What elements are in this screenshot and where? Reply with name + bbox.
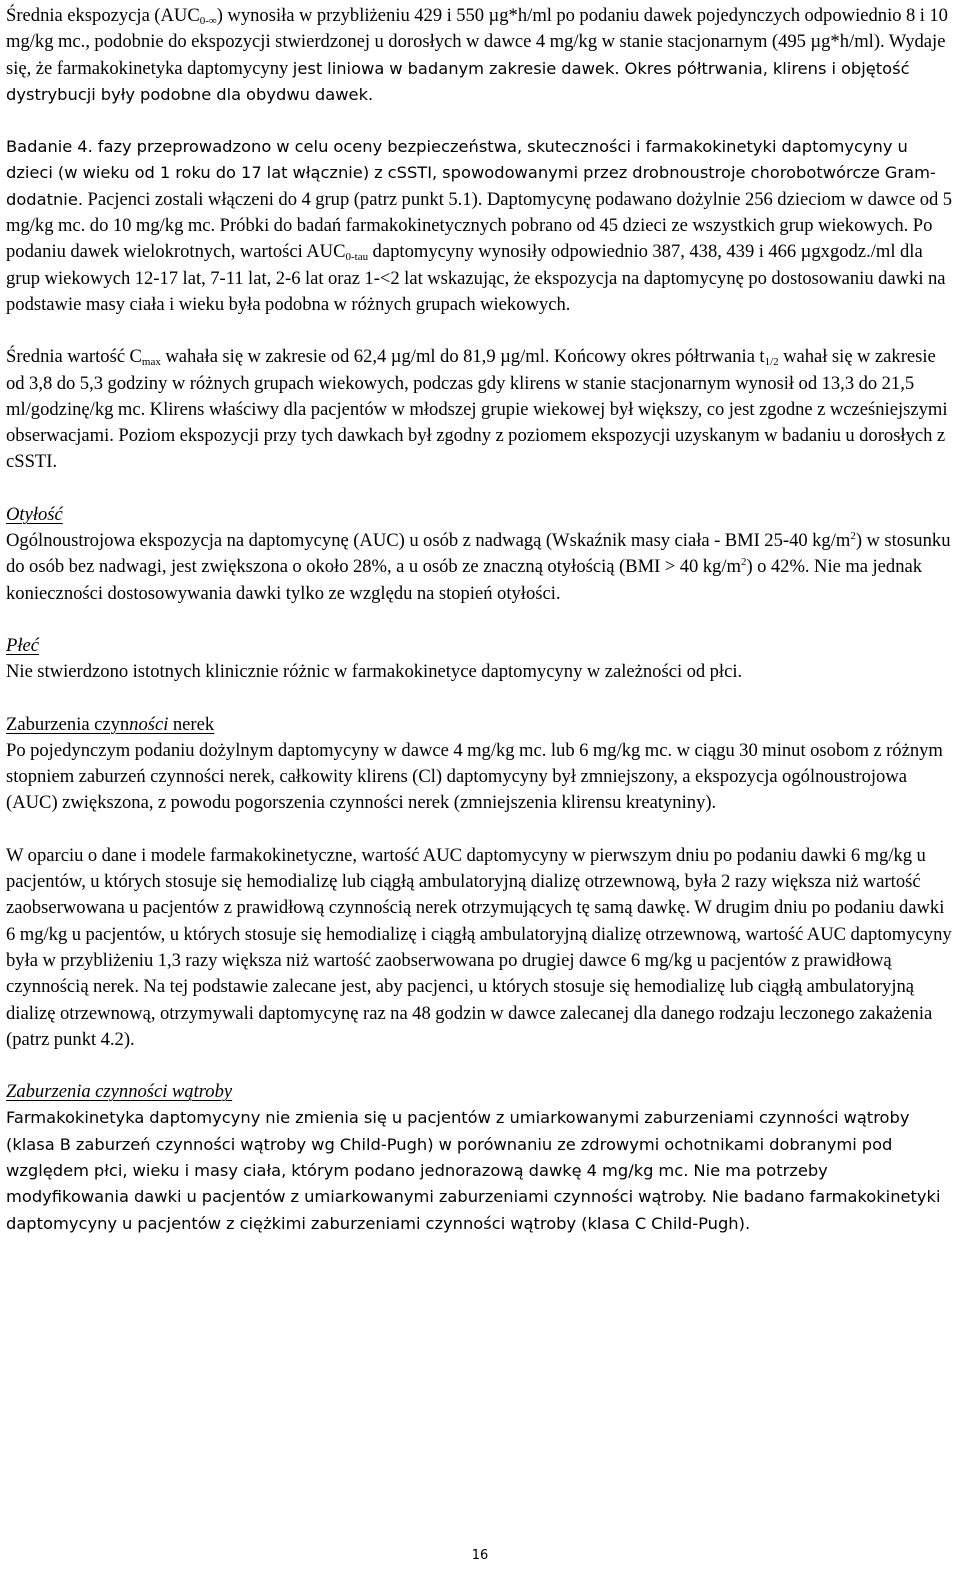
heading-hepatic-impairment: Zaburzenia czynności wątroby <box>6 1081 233 1103</box>
document-page <box>6 0 954 1237</box>
heading-sex: Płeć <box>6 634 40 656</box>
heading-obesity: Otyłość <box>6 503 63 525</box>
paragraph-sex: Nie stwierdzono istotnych klinicznie różnic w farmakokinetyce daptomycyny w zależności od płci. <box>6 661 743 683</box>
paragraph-obesity: Ogólnoustrojowa ekspozycja na daptomycynę (AUC) u osób z nadwagą (Wskaźnik masy ciała - BMI 25-40 $kg/m^2$) w stosunku do osób bez nadwagi, jest zwiększona o około 28%, a u osób ze znaczną otyłością (BMI > 40 $kg/m^2$) o 42%. Nie ma jednak konieczności dostosowywania dawki tylko ze względu na stopień otyłości. <box>6 530 951 604</box>
heading-renal-impairment: Zaburzenia czynności nerek <box>6 713 215 735</box>
page-number: 16 <box>471 1548 489 1563</box>
paragraph-cmax-half-life: Średnia wartość $C_{max}$ wahała się w zakresie od 62,4 µg/ml do 81,9 µg/ml. Końcowy okres półtrwania $t_{1/2}$ wahał się w zakresie od 3,8 do 5,3 godziny w różnych grupach wiekowych, podczas gdy klirens w stanie stacjonarnym wynosił od 13,3 do 21,5 ml/godzinę/kg mc. Klirens właściwy dla pacjentów w młodszej grupie wiekowej był większy, co jest zgodne z wcześniejszymi obserwacjami. Poziom ekspozycji przy tych dawkach był zgodny z poziomem ekspozycji uzyskanym w badaniu u dorosłych z cSSTI. <box>6 346 948 473</box>
paragraph-phase4-study: Badanie 4. fazy przeprowadzono w celu oceny bezpieczeństwa, skuteczności i farmakokinetyki daptomycyny u dzieci (w wieku od 1 roku do 17 lat włącznie) z cSSTI, spowodowanymi przez drobnoustroje chorobotwórcze Gram-dodatnie. Pacjenci zostali włączeni do 4 grup (patrz punkt 5.1). Daptomycynę podawano dożylnie 256 dzieciom w dawce od 5 mg/kg mc. do 10 mg/kg mc. Próbki do badań farmakokinetycznych pobrano od 45 dzieci ze wszystkich grup wiekowych. Po podaniu dawek wielokrotnych, wartości $AUC_{0-tau}$ daptomycyny wynosiły odpowiednio 387, 438, 439 i 466 µgxgodz./ml dla grup wiekowych 12-17 lat, 7-11 lat, 2-6 lat oraz 1-<2 lat wskazując, że ekspozycja na daptomycynę po dostosowaniu dawki na podstawie masy ciała i wieku była podobna w różnych grupach wiekowych. <box>6 137 953 315</box>
paragraph-hepatic: Farmakokinetyka daptomycyny nie zmienia się u pacjentów z umiarkowanymi zaburzeniami czynności wątroby (klasa B zaburzeń czynności wątroby wg Child-Pugh) w porównaniu ze zdrowymi ochotnikami dobranymi pod względem płci, wieku i masy ciała, którym podano jednorazową dawkę 4 mg/kg mc. Nie ma potrzeby modyfikowania dawki u pacjentów z umiarkowanymi zaburzeniami czynności wątroby. Nie badano farmakokinetyki daptomycyny u pacjentów z ciężkimi zaburzeniami czynności wątroby (klasa C Child-Pugh). <box>6 1108 941 1233</box>
paragraph-renal-single-dose: Po pojedynczym podaniu dożylnym daptomycyny w dawce 4 mg/kg mc. lub 6 mg/kg mc. w ciągu 30 minut osobom z różnym stopniem zaburzeń czynności nerek, całkowity klirens (Cl) daptomycyny był zmniejszony, a ekspozycja ogólnoustrojowa (AUC) zwiększona, z powodu pogorszenia czynności nerek (zmniejszenia klirensu kreatyniny). <box>6 739 943 814</box>
paragraph-renal-dialysis: W oparciu o dane i modele farmakokinetyczne, wartość AUC daptomycyny w pierwszym dniu po podaniu dawki 6 mg/kg u pacjentów, u których stosuje się hemodializę lub ciągłą ambulatoryjną dializę otrzewnową, była 2 razy większa niż wartość zaobserwowana u pacjentów z prawidłową czynnością nerek otrzymujących tę samą dawkę. W drugim dniu po podaniu dawki 6 mg/kg u pacjentów, u których stosuje się hemodializę i ciągłą ambulatoryjną dializę otrzewnową, wartość AUC daptomycyny była w przybliżeniu 1,3 razy większa niż wartość zaobserwowana po drugiej dawce 6 mg/kg u pacjentów z prawidłową czynnością nerek. Na tej podstawie zalecane jest, aby pacjenci, u których stosuje się hemodializę lub ciągłą ambulatoryjną dializę otrzewnową, otrzymywali daptomycynę raz na 48 godzin w dawce zalecanej dla danego rodzaju leczonego zakażenia (patrz punkt 4.2). <box>6 844 952 1050</box>
paragraph-pediatric-exposure: Średnia ekspozycja $(AUC_{0-\infty})$ wynosiła w przybliżeniu 429 i 550 µg*h/ml po podaniu dawek pojedynczych odpowiednio 8 i 10 mg/kg mc., podobnie do ekspozycji stwierdzonej u dorosłych w dawce 4 mg/kg w stanie stacjonarnym (495 µg*h/ml). Wydaje się, że farmakokinetyka daptomycyny jest liniowa w badanym zakresie dawek. Okres półtrwania, klirens i objętość dystrybucji były podobne dla obydwu dawek. <box>6 5 948 104</box>
